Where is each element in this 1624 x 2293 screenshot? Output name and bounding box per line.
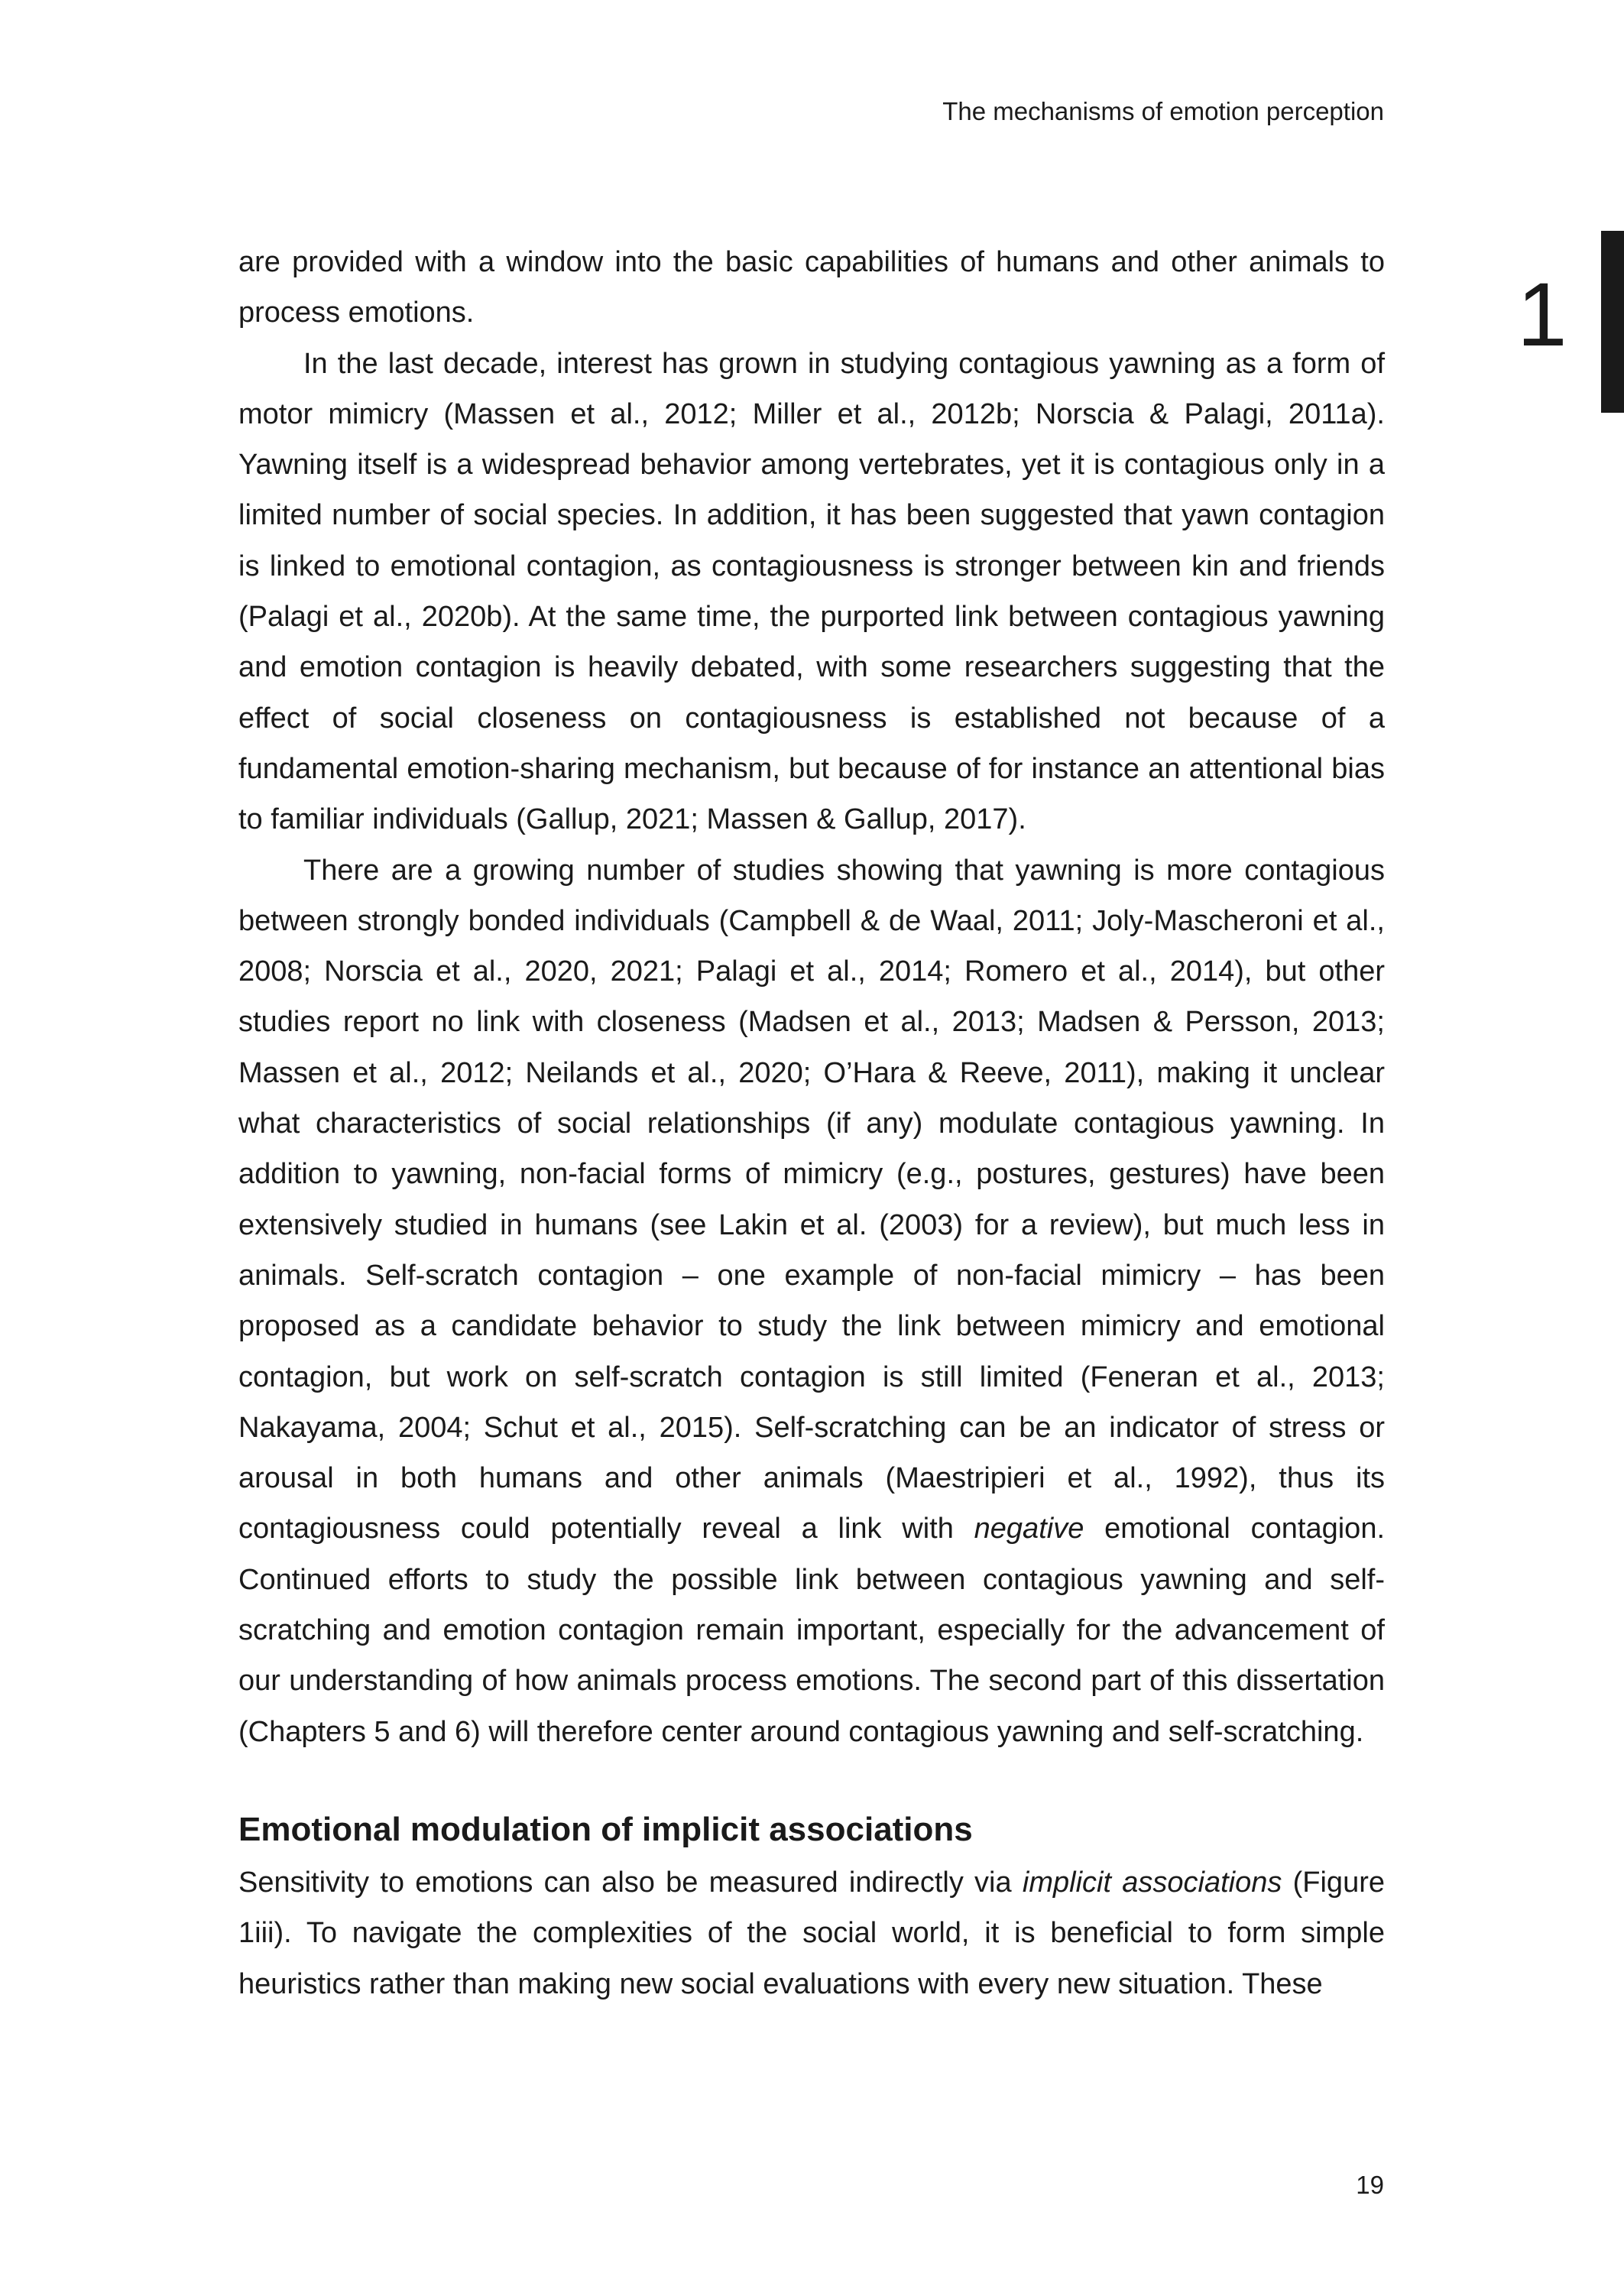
page-number: 19 <box>1356 2171 1384 2199</box>
chapter-number: 1 <box>1517 264 1567 365</box>
paragraph-1: are provided with a window into the basic capabilities of humans and other animals to process emotions. <box>238 246 1385 329</box>
paragraph-4-text-a: Sensitivity to emotions can also be measured indirectly via <box>238 1866 1012 1899</box>
chapter-tab-marker <box>1601 231 1624 413</box>
emphasis-negative: negative <box>974 1513 1084 1545</box>
paragraph-2: In the last decade, interest has grown in studying contagious yawning as a form of motor mimicry (Massen et al., 2012; Miller et al., 2012b; Norscia & Palagi, 2011a). Yawning itself is a widespread behavior among vertebrates, yet it is contagious only in a limited number of social species. In addition, it has been suggested that yawn contagion is linked to emotional contagion, as contagiousness is stronger between kin and friends (Palagi et al., 2020b). At the same time, the purported link between contagious yawning and emotion contagion is heavily debated, with some researchers suggesting that the effect of social closeness on contagiousness is established not because of a fundamental emotion-sharing mechanism, but because of for instance an attentional bias to familiar individuals (Gallup, 2021; Massen & Gallup, 2017). <box>238 347 1385 836</box>
paragraph-3 <box>238 845 1385 1757</box>
paragraph-3-text-a: There are a growing number of studies showing that yawning is more contagious between strongly bonded individuals (Campbell & de Waal, 2011; Joly-Mascheroni et al., 2008; Norscia et al., 2020, 2021; Palagi et al., 2014; Romero et al., 2014), but other studies report no link with closeness (Madsen et al., 2013; Madsen & Persson, 2013; Massen et al., 2012; Neilands et al., 2020; O’Hara & Reeve, 2011), making it unclear what characteristics of social relationships (if any) modulate contagious yawning. In addition to yawning, non-facial forms of mimicry (e.g., postures, gestures) have been extensively studied in humans (see Lakin et al. (2003) for a review), but much less in animals. Self-scratch contagion – one example of non-facial mimicry – has been proposed as a candidate behavior to study the link between mimicry and emotional contagion, but work on self-scratch contagion is still limited (Feneran et al., 2013; Nakayama, 2004; Schut et al., 2015). Self-scratching can be an indicator of stress or arousal in both humans and other animals (Maestripieri et al., 1992), thus its contagiousness could potentially reveal a link with <box>238 854 1385 1545</box>
emphasis-implicit-associations: implicit associations <box>1022 1866 1282 1899</box>
body-text <box>238 237 1385 2009</box>
running-head: The mechanisms of emotion perception <box>942 97 1384 125</box>
paragraph-3-text-b: emotional contagion. Continued efforts to study the possible link between contagious yawning and self-scratching and emotion contagion remain important, especially for the advancement of our understanding of how animals process emotions. The second part of this dissertation (Chapters 5 and 6) will therefore center around contagious yawning and self-scratching. <box>238 1513 1386 1748</box>
paragraph-4 <box>238 1857 1385 2009</box>
paragraph-4-text-b: (Figure 1iii). To navigate the complexities of the social world, it is beneficial to form simple heuristics rather than making new social evaluations with every new situation. These <box>238 1866 1385 2000</box>
section-heading: Emotional modulation of implicit associations <box>238 1810 973 1848</box>
